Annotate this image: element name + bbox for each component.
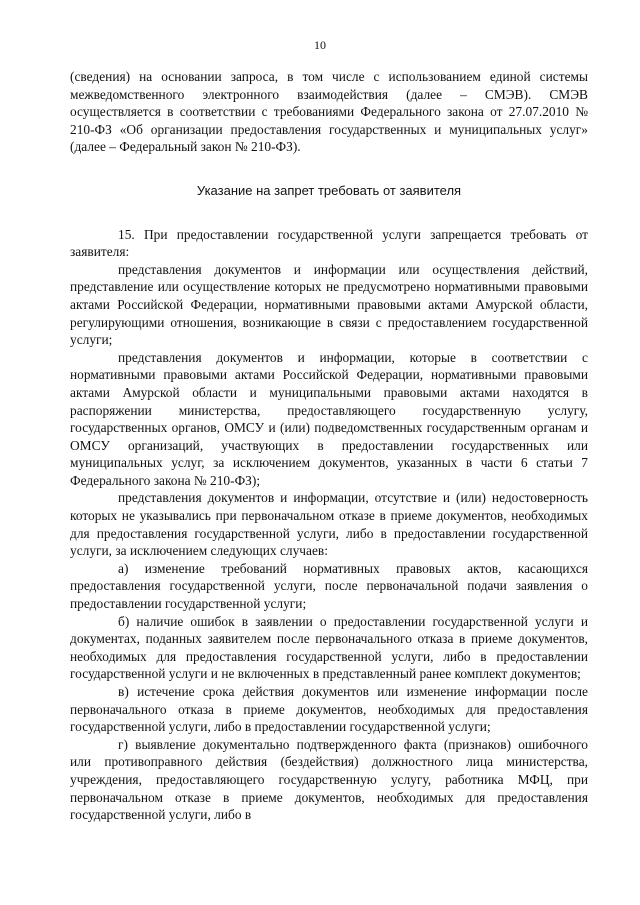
section-heading: Указание на запрет требовать от заявителя	[196, 182, 462, 198]
paragraph-item-15: 15. При предоставлении государственной услуги запрещается требовать от заявителя:	[70, 226, 588, 260]
paragraph-requirement-actions: представления документов и информации или осуществления действий, представление или осуществление которых не предусмотрено нормативными правовыми актами Российской Федерации, нормативными правовыми актами Амурской области, регулирующими отношения, возникающие в связи с предоставлением государственной услуги;	[70, 261, 588, 348]
document-body	[70, 68, 588, 824]
paragraph-case-b: б) наличие ошибок в заявлении о предоставлении государственной услуги и документах, поданных заявителем после первоначального отказа в приеме документов, необходимых для предоставления государственной услуги, либо в предоставлении государственной услуги и не включенных в представленный ранее комплект документов;	[70, 613, 588, 682]
paragraph-case-v: в) истечение срока действия документов или изменение информации после первоначального отказа в приеме документов, необходимых для предоставления государственной услуги, либо в предоставлении государственной услуги;	[70, 684, 588, 735]
page-number: 10	[314, 38, 326, 52]
paragraph-requirement-documents: представления документов и информации, которые в соответствии с нормативными правовыми актами Российской Федерации, нормативными правовыми актами Амурской области и муниципальными правовыми актами находятся в распоряжении министерства, предоставляющего государственную услугу, государственных органов, ОМСУ и (или) подведомственных государственным органам и ОМСУ организаций, участвующих в предоставлении государственных или муниципальных услуг, за исключением документов, указанных в части 6 статьи 7 Федерального закона № 210-ФЗ);	[70, 349, 588, 488]
paragraph-case-g: г) выявление документально подтвержденного факта (признаков) ошибочного или противоправного действия (бездействия) должностного лица министерства, учреждения, предоставляющего государственную услугу, работника МФЦ, при первоначальном отказе в приеме документов, необходимых для предоставления государственной услуги, либо в	[70, 736, 588, 823]
paragraph-case-a: а) изменение требований нормативных правовых актов, касающихся предоставления государственной услуги, после первоначальной подачи заявления о предоставлении государственной услуги;	[70, 560, 588, 612]
paragraph-requirement-exceptions: представления документов и информации, отсутствие и (или) недостоверность которых не указывались при первоначальном отказе в приеме документов, необходимых для предоставления государственной услуги, либо в предоставлении государственной услуги, за исключением следующих случаев:	[70, 490, 588, 559]
intro-paragraph: (сведения) на основании запроса, в том числе с использованием единой системы межведомственного электронного взаимодействия (далее – СМЭВ). СМЭВ осуществляется в соответствии с требованиями Федерального закона от 27.07.2010 № 210-ФЗ «Об организации предоставления государственных и муниципальных услуг» (далее – Федеральный закон № 210-ФЗ).	[70, 69, 588, 155]
